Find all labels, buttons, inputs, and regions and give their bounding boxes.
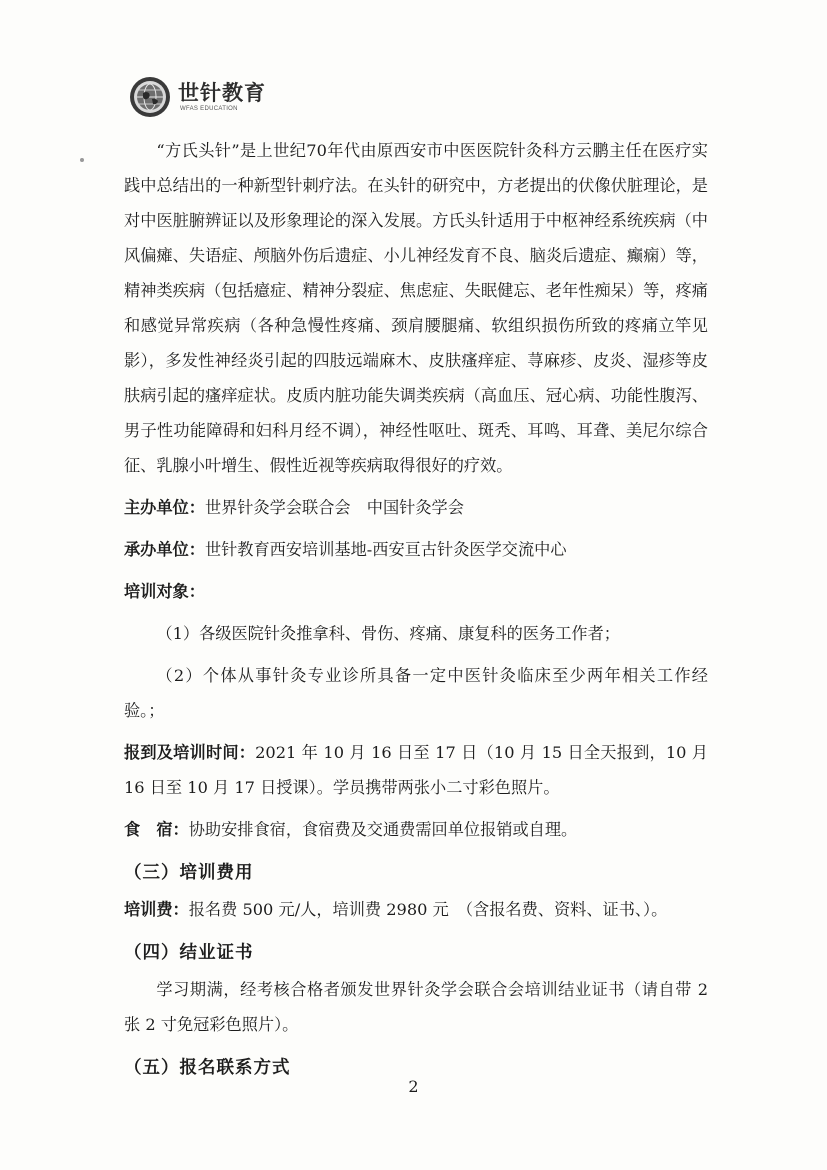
section-4-heading: （四）结业证书	[124, 943, 254, 963]
section-3-heading: （三）培训费用	[124, 863, 254, 883]
schedule-line	[124, 735, 708, 805]
scan-speck	[80, 158, 84, 162]
organizer-value: 世界针灸学会联合会 中国针灸学会	[204, 498, 464, 517]
certificate-text: 学习期满，经考核合格者颁发世界针灸学会联合会培训结业证书（请自带 2 张 2 寸免冠彩色照片）。	[124, 980, 708, 1034]
intro-paragraph: “方氏头针”是上世纪70年代由原西安市中医医院针灸科方云鹏主任在医疗实践中总结出的一种新型针刺疗法。在头针的研究中，方老提出的伏像伏脏理论，是对中医脏腑辨证以及形象理论的深入发展。方氏头针适用于中枢神经系统疾病（中风偏瘫、失语症、颅脑外伤后遗症、小儿神经发育不良、脑炎后遗症、癫痫）等，精神类疾病（包括癔症、精神分裂症、焦虑症、失眠健忘、老年性痴呆）等，疼痛和感觉异常疾病（各种急慢性疼痛、颈肩腰腿痛、软组织损伤所致的疼痛立竿见影），多发性神经炎引起的四肢远端麻木、皮肤瘙痒症、荨麻疹、皮炎、湿疹等皮肤病引起的瘙痒症状。皮质内脏功能失调类疾病（高血压、冠心病、功能性腹泻、男子性功能障碍和妇科月经不调），神经性呕吐、斑秃、耳鸣、耳聋、美尼尔综合征、乳腺小叶增生、假性近视等疾病取得很好的疗效。	[124, 141, 708, 475]
lodging-value: 协助安排食宿，食宿费及交通费需回单位报销或自理。	[188, 820, 578, 839]
host-value: 世针教育西安培训基地-西安亘古针灸医学交流中心	[204, 540, 567, 559]
trainee-item-2: （2）个体从事针灸专业诊所具备一定中医针灸临床至少两年相关工作经验。；	[124, 666, 708, 720]
globe-emblem-icon	[128, 75, 172, 119]
document-body	[124, 133, 708, 1087]
host-label: 承办单位：	[124, 540, 205, 559]
trainee-item-1: （1）各级医院针灸推拿科、骨伤、疼痛、康复科的医务工作者；	[156, 624, 620, 643]
fee-label: 培训费：	[124, 900, 189, 919]
schedule-label: 报到及培训时间：	[124, 743, 256, 762]
fee-line	[124, 892, 708, 927]
organizer-line	[124, 490, 708, 525]
lodging-line	[124, 812, 708, 847]
section-5-heading: （五）报名联系方式	[124, 1058, 291, 1078]
lodging-label: 食 宿：	[124, 820, 189, 839]
logo-name-cn: 世针教育	[178, 81, 266, 105]
page-number: 2	[408, 1077, 419, 1096]
schedule-value: 2021 年 10 月 16 日至 17 日（10 月 15 日全天报到，10 月 16 日至 10 月 17 日授课）。学员携带两张小二寸彩色照片。	[124, 743, 708, 797]
fee-value: 报名费 500 元/人，培训费 2980 元 （含报名费、资料、证书、）。	[188, 900, 668, 919]
organizer-label: 主办单位：	[124, 498, 205, 517]
logo-name-en: WFAS EDUCATION	[180, 106, 238, 112]
wfas-logo	[128, 72, 266, 122]
trainees-label: 培训对象：	[124, 582, 205, 601]
host-line	[124, 532, 708, 567]
